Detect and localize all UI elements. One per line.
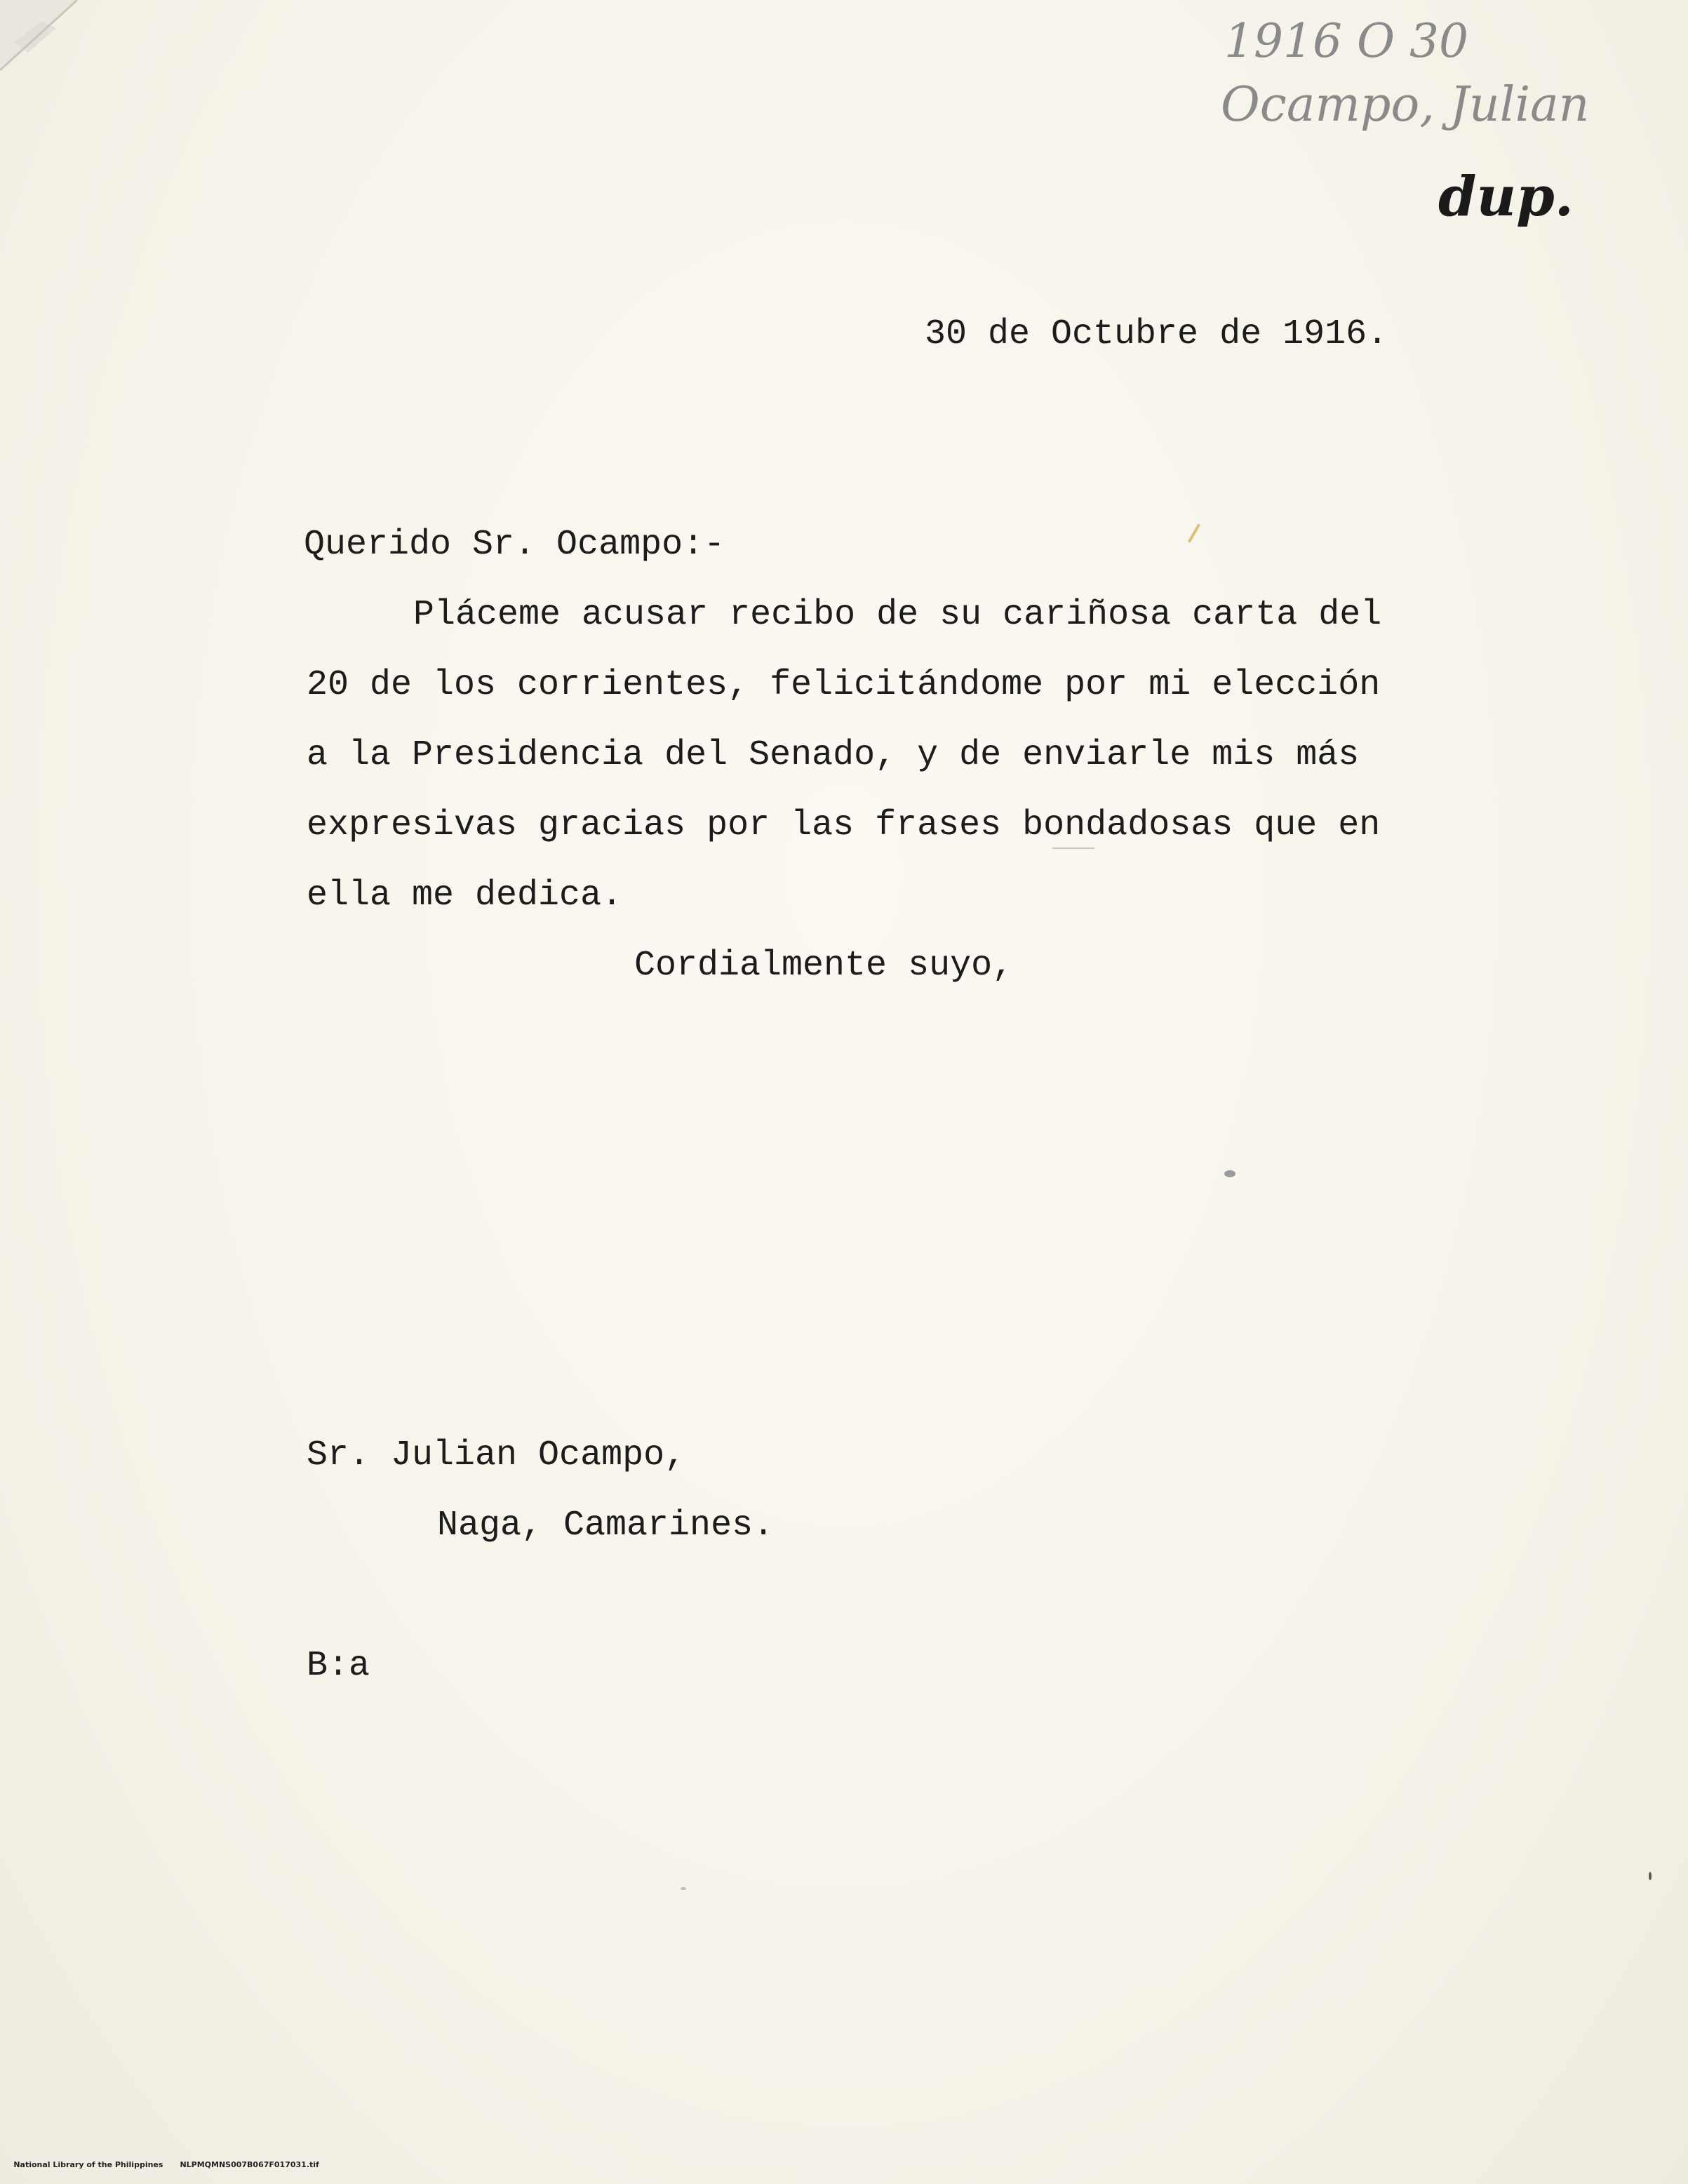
paper-speck <box>1188 523 1200 543</box>
letter-body-line-4: expresivas gracias por las frases bondadosas que en <box>307 805 1381 845</box>
annotation-name: Ocampo, Julian <box>1221 77 1590 133</box>
recipient-address: Naga, Camarines. <box>437 1506 775 1546</box>
letter-body-line-2: 20 de los corrientes, felicitándome por mi elección <box>307 665 1381 705</box>
letter-date: 30 de Octubre de 1916. <box>925 314 1388 354</box>
annotation-date-code: 1916 O 30 <box>1224 14 1469 68</box>
letter-body-line-3: a la Presidencia del Senado, y de enviarle mis más <box>307 735 1360 775</box>
paper-speck <box>1224 1170 1235 1177</box>
footer-filename: NLPMQMNS007B067F017031.tif <box>180 2160 319 2169</box>
footer-institution: National Library of the Philippines <box>13 2160 163 2169</box>
letter-body-line-1: Pláceme acusar recibo de su cariñosa carta del <box>413 595 1382 635</box>
letter-salutation: Querido Sr. Ocampo:- <box>304 525 725 565</box>
paper-speck <box>1052 848 1094 849</box>
letter-body-line-5: ella me dedica. <box>307 876 623 916</box>
typist-initials: B:a <box>307 1646 370 1686</box>
paper-speck <box>1649 1872 1652 1880</box>
recipient-name: Sr. Julian Ocampo, <box>307 1435 686 1475</box>
letter-closing: Cordialmente suyo, <box>634 946 1014 986</box>
folded-corner <box>0 0 84 77</box>
annotation-duplicate-stamp: dup. <box>1438 165 1574 229</box>
archive-footer <box>3 2151 319 2178</box>
paper-speck <box>681 1887 686 1890</box>
